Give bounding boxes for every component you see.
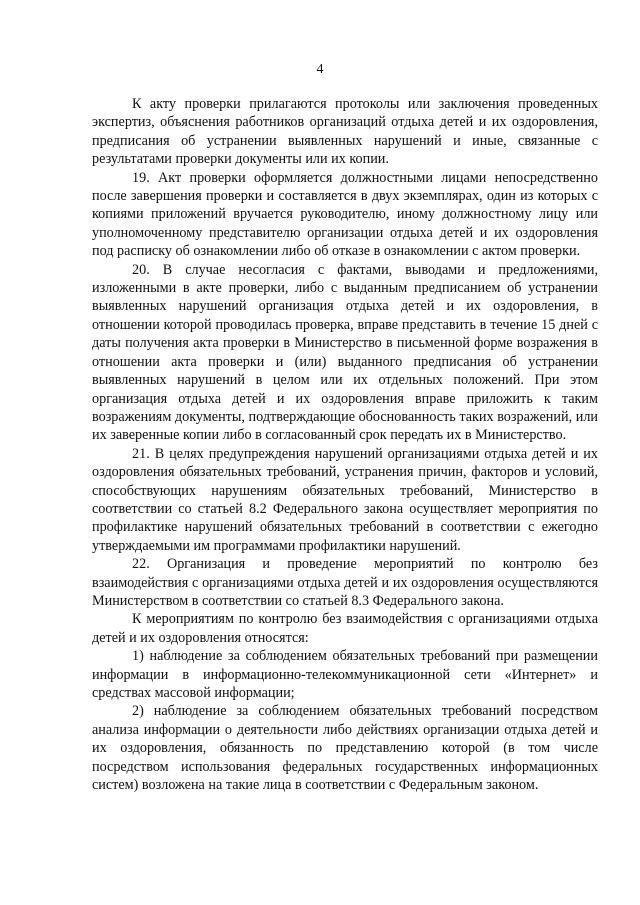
paragraph-19: 19. Акт проверки оформляется должностными лицами непосредственно после завершения проверки и составляется в двух экземплярах, один из которых с копиями приложений вручается руководителю, иному должностному лицу или уполномоченному представителю организации отдыха детей и их оздоровления под расписку об ознакомлении либо об отказе в ознакомлении с актом проверки. [92, 169, 598, 260]
paragraph-22: 22. Организация и проведение мероприятий по контролю без взаимодействия с организациями отдыха детей и их оздоровления осуществляются Министерством в соответствии со статьей 8.3 Федерального закона. [92, 556, 598, 609]
paragraph-item-1: 1) наблюдение за соблюдением обязательных требований при размещении информации в информационно-телекоммуникационной сети «Интернет» и средствах массовой информации; [92, 648, 598, 701]
page-number: 4 [316, 62, 324, 77]
paragraph-measures-intro: К мероприятиям по контролю без взаимодействия с организациями отдыха детей и их оздоровления относятся: [92, 611, 598, 646]
document-body [92, 95, 598, 794]
paragraph-21: 21. В целях предупреждения нарушений организациями отдыха детей и их оздоровления обязательных требований, устранения причин, факторов и условий, способствующих нарушениям обязательных требований, Министерство в соответствии со статьей 8.2 Федерального закона осуществляет мероприятия по профилактике нарушений обязательных требований в соответствии с ежегодно утверждаемыми им программами профилактики нарушений. [92, 445, 598, 554]
paragraph-20: 20. В случае несогласия с фактами, выводами и предложениями, изложенными в акте проверки, либо с выданным предписанием об устранении выявленных нарушений организация отдыха детей и их оздоровления, в отношении которой проводилась проверка, вправе представить в течение 15 дней с даты получения акта проверки в Министерство в письменной форме возражения в отношении акта проверки и (или) выданного предписания об устранении выявленных нарушений в целом или их отдельных положений. При этом организация отдыха детей и их оздоровления вправе приложить к таким возражениям документы, подтверждающие обоснованность таких возражений, или их заверенные копии либо в согласованный срок передать их в Министерство. [92, 261, 598, 444]
paragraph-item-2: 2) наблюдение за соблюдением обязательных требований посредством анализа информации о деятельности либо действиях организации отдыха детей и их оздоровления, обязанность по представлению которой (в том числе посредством использования федеральных государственных информационных систем) возложена на такие лица в соответствии с Федеральным законом. [92, 703, 598, 794]
paragraph-attachments: К акту проверки прилагаются протоколы или заключения проведенных экспертиз, объяснения работников организаций отдыха детей и их оздоровления, предписания об устранении выявленных нарушений и иные, связанные с результатами проверки документы или их копии. [92, 96, 598, 168]
